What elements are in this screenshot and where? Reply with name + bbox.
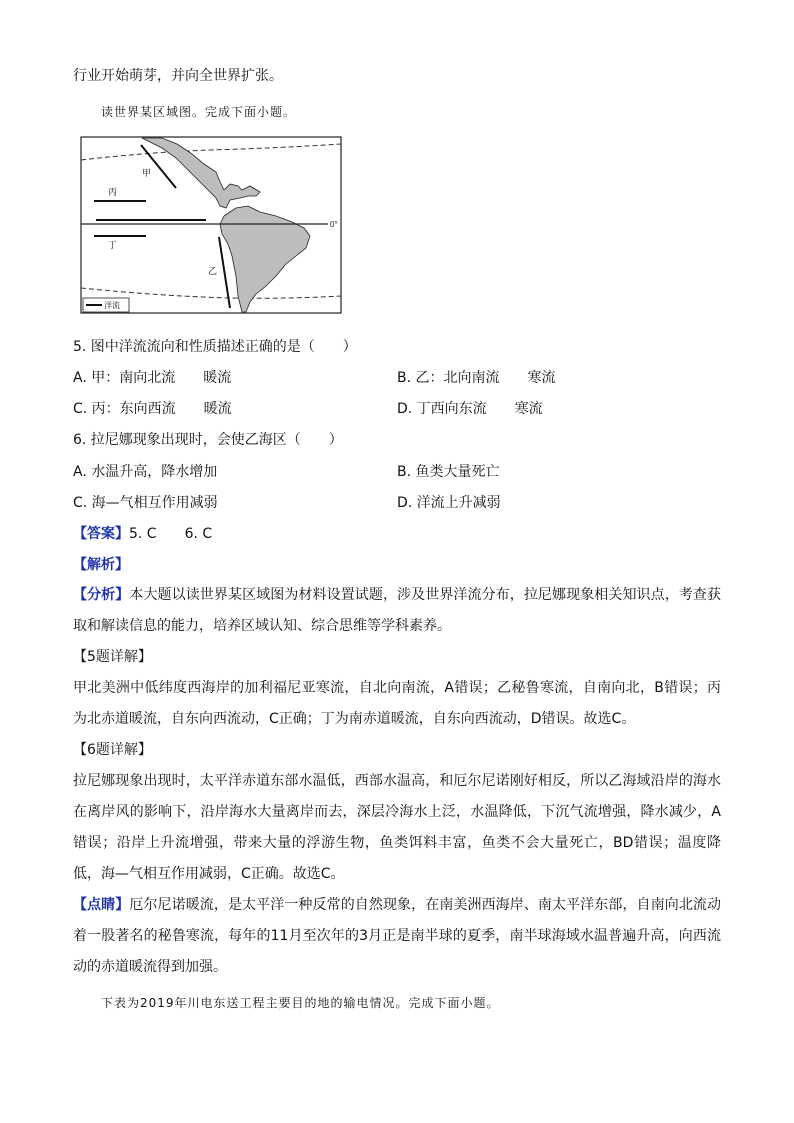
intro-text-2: 下表为2019年川电东送工程主要目的地的输电情况。完成下面小题。: [101, 996, 500, 1010]
analysis-heading: [73, 555, 129, 575]
ocean-current-map: [80, 136, 342, 314]
q5-detail-text: 甲北美洲中低纬度西海岸的加利福尼亚寒流，自北向南流，A错误；乙秘鲁寒流，自南向北，B错误；丙为北赤道暖流，自东向西流动，C正确；丁为南赤道暖流，自东向西流动，D错误。故选C。: [73, 680, 721, 727]
q6-option-c: C. 海—气相互作用减弱: [73, 495, 218, 511]
q5-option-a: A. 甲：南向北流 暖流: [73, 370, 232, 386]
analysis-tag: 【解析】: [73, 557, 129, 573]
fenxi-text: 本大题以读世界某区域图为材料设置试题，涉及世界洋流分布，拉尼娜现象相关知识点，考查获取和解读信息的能力，培养区域认知、综合思维等学科素养。: [73, 587, 722, 634]
answer-line: [73, 524, 212, 544]
fenxi-paragraph: [73, 580, 721, 642]
q6-detail-text: 拉尼娜现象出现时，太平洋赤道东部水温低，西部水温高，和厄尔尼诺刚好相反，所以乙海域沿岸的海水在离岸风的影响下，沿岸海水大量离岸而去，深层冷海水上泛，水温降低，下沉气流增强，降水减少，A错误；沿岸上升流增强，带来大量的浮游生物，鱼类饵料丰富，鱼类不会大量死亡，BD错误；温度降低，海—气相互作用减弱，C正确。故选C。: [73, 773, 721, 882]
dianjing-text: 厄尔尼诺暖流，是太平洋一种反常的自然现象，在南美洲西海岸、南太平洋东部，自南向北流动着一股著名的秘鲁寒流，每年的11月至次年的3月正是南半球的夏季，南半球海域水温普遍升高，向西流动的赤道暖流得到加强。: [73, 897, 722, 975]
q5-stem: 5. 图中洋流流向和性质描述正确的是（ ）: [73, 339, 357, 355]
q6-stem: 6. 拉尼娜现象出现时，会使乙海区（ ）: [73, 432, 343, 448]
q5-detail-tag: 【5题详解】: [73, 649, 152, 665]
answer-text: 5. C 6. C: [129, 526, 213, 542]
label-bing: 丙: [108, 188, 118, 198]
equator-label: 0°: [330, 220, 338, 229]
q6-option-d: D. 洋流上升减弱: [397, 495, 501, 511]
label-jia: 甲: [142, 169, 152, 179]
legend-label: 洋流: [104, 301, 120, 310]
top-line: 行业开始萌芽，并向全世界扩张。: [73, 68, 283, 84]
label-ding: 丁: [108, 241, 118, 251]
dianjing-paragraph: [73, 890, 721, 983]
q6-detail-tag: 【6题详解】: [73, 742, 152, 758]
q6-option-a: A. 水温升高，降水增加: [73, 464, 218, 480]
dianjing-tag: 【点睛】: [73, 897, 130, 913]
q6-option-b: B. 鱼类大量死亡: [397, 464, 500, 480]
analysis-body: [73, 580, 721, 983]
answer-tag: 【答案】: [73, 526, 129, 542]
label-yi: 乙: [208, 267, 218, 277]
intro-text: 读世界某区域图。完成下面小题。: [101, 105, 297, 119]
fenxi-tag: 【分析】: [73, 587, 130, 603]
q5-option-b: B. 乙：北向南流 寒流: [397, 370, 556, 386]
q5-option-c: C. 丙：东向西流 暖流: [73, 401, 232, 417]
map-frame: [81, 137, 341, 313]
q5-option-d: D. 丁西向东流 寒流: [397, 401, 543, 417]
